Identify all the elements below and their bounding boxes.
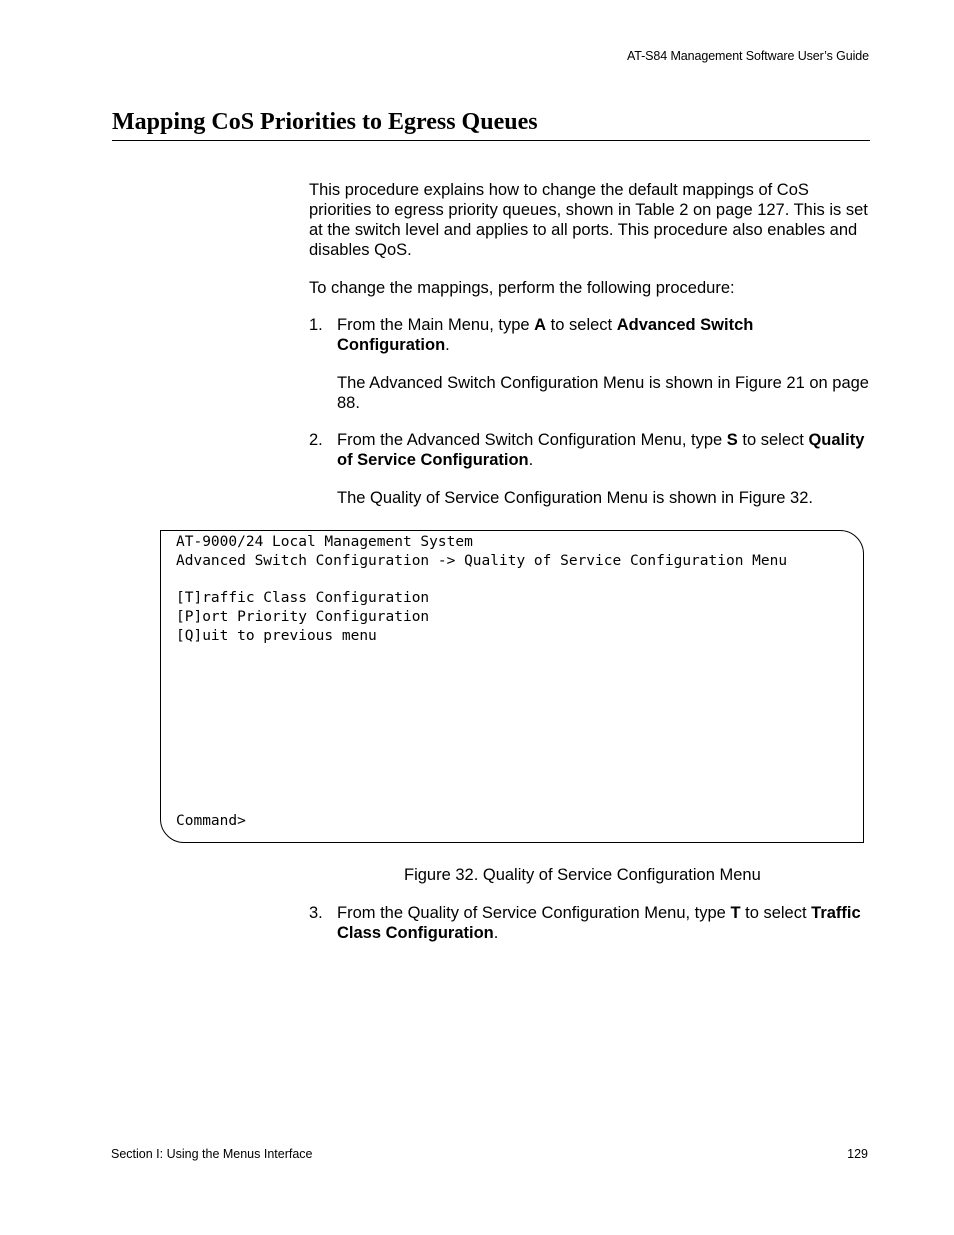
intro-paragraph: This procedure explains how to change the default mappings of CoS priorities to egress priority queues, shown in Table 2 on page 127. This is set at the switch level and applies to all ports. This procedure also enables and disables QoS. <box>309 181 868 259</box>
step-number: 1. <box>309 316 323 334</box>
terminal-screen <box>160 530 864 843</box>
menu-key: A <box>534 316 547 334</box>
step-1 <box>309 315 869 355</box>
title-rule <box>112 140 870 141</box>
step-1-note: The Advanced Switch Configuration Menu is shown in Figure 21 on page 88. <box>337 374 869 412</box>
step-number: 2. <box>309 431 323 449</box>
step-3 <box>309 903 869 943</box>
terminal-command-prompt: Command> <box>176 813 246 829</box>
running-header: AT-S84 Management Software User’s Guide <box>626 49 869 63</box>
menu-target: Traffic Class Configuration <box>337 904 861 942</box>
terminal-menu-lines: AT-9000/24 Local Management System Advanced Switch Configuration -> Quality of Service Configuration Menu [T]raffic Class Configuration [P]ort Priority Configuration [Q]uit to previous menu <box>176 534 788 644</box>
step-text: From the Advanced Switch Configuration Menu, type S to select Quality of Service Configuration. <box>337 431 865 469</box>
footer-section: Section I: Using the Menus Interface <box>111 1147 313 1161</box>
menu-target: Quality of Service Configuration <box>337 431 865 469</box>
lead-paragraph: To change the mappings, perform the following procedure: <box>309 279 735 297</box>
page-title: Mapping CoS Priorities to Egress Queues <box>112 109 538 135</box>
footer-page-number: 129 <box>847 1147 868 1161</box>
step-2-note: The Quality of Service Configuration Menu is shown in Figure 32. <box>337 489 813 507</box>
step-text: From the Main Menu, type A to select Advanced Switch Configuration. <box>337 316 754 354</box>
menu-key: T <box>730 904 741 922</box>
figure-caption: Figure 32. Quality of Service Configuration Menu <box>404 866 761 884</box>
menu-key: S <box>726 431 738 449</box>
menu-target: Advanced Switch Configuration <box>337 316 754 354</box>
step-text: From the Quality of Service Configuration Menu, type T to select Traffic Class Configuration. <box>337 904 861 942</box>
step-2 <box>309 430 869 470</box>
step-number: 3. <box>309 904 323 922</box>
